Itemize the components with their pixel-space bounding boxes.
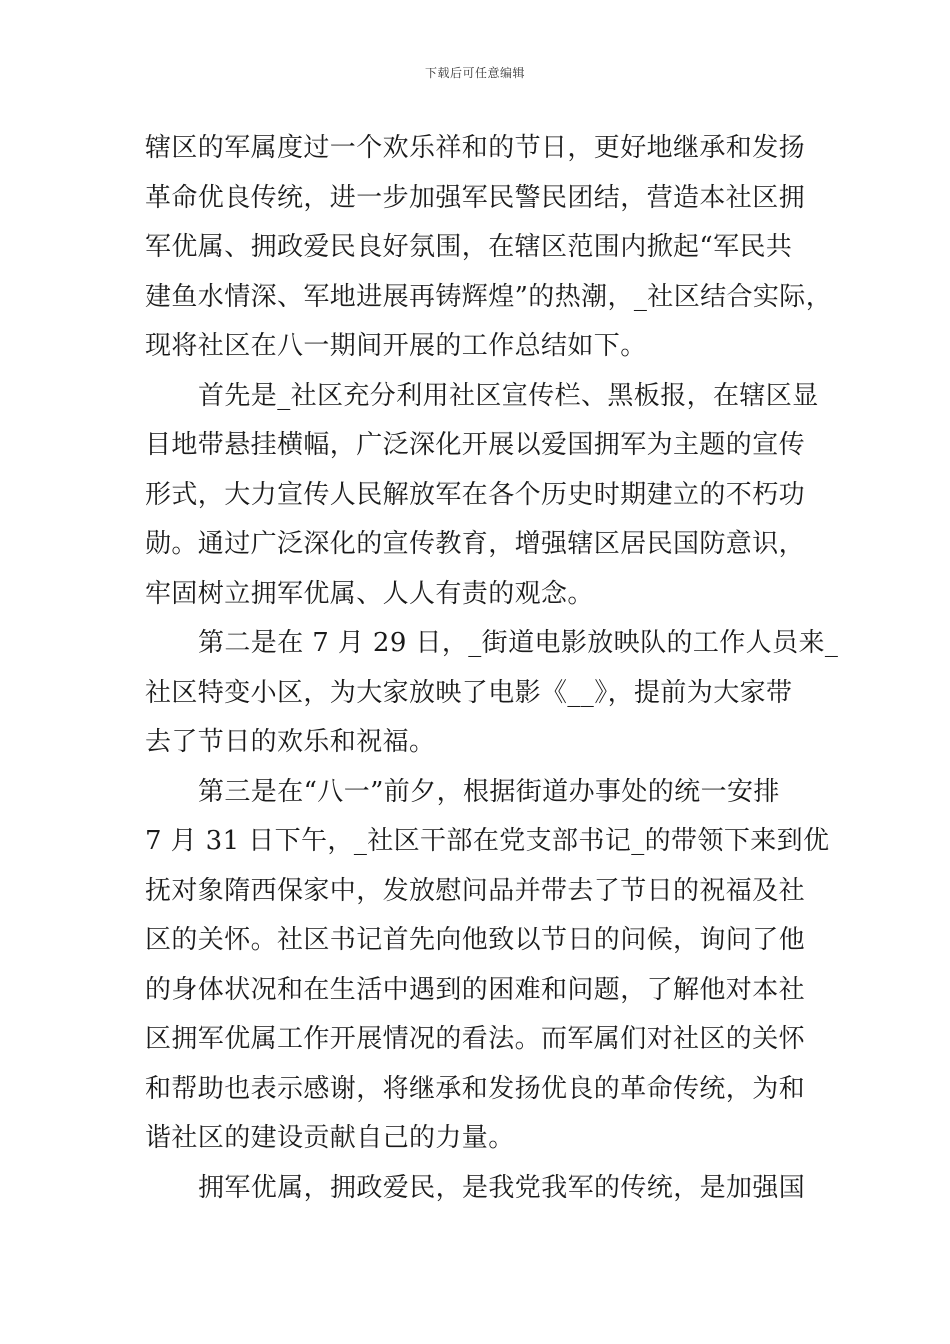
text-line: 去了节日的欢乐和祝福。 (145, 727, 436, 757)
text-line: 现将社区在八一期间开展的工作总结如下。 (145, 331, 647, 361)
text-line: 牢固树立拥军优属、人人有责的观念。 (145, 578, 594, 609)
text-line: 7 月 31 日下午，_社区干部在党支部书记_的带领下来到优 (145, 826, 830, 856)
text-line: 第三是在“八一”前夕，根据街道办事处的统一安排 (198, 776, 780, 807)
text-line: 区拥军优属工作开展情况的看法。而军属们对社区的关怀 (145, 1024, 806, 1054)
text-line: 抚对象隋西保家中，发放慰问品并带去了节日的祝福及社 (145, 875, 806, 906)
text-line: 军优属、拥政爱民良好氛围，在辖区范围内掀起“军民共 (145, 232, 793, 262)
text-line: 和帮助也表示感谢，将继承和发扬优良的革命传统，为和 (145, 1073, 806, 1104)
page-header: 下载后可任意编辑 (424, 66, 525, 80)
text-line: 勋。通过广泛深化的宣传教育，增强辖区居民国防意识， (145, 529, 806, 559)
text-line: 革命优良传统，进一步加强军民警民团结，营造本社区拥 (145, 182, 806, 213)
text-line: 第二是在 7 月 29 日，_街道电影放映队的工作人员来_ (198, 628, 839, 658)
text-line: 社区特变小区，为大家放映了电影《__》，提前为大家带 (145, 677, 793, 708)
text-line: 区的关怀。社区书记首先向他致以节日的问候，询问了他 (145, 925, 806, 955)
text-line: 拥军优属，拥政爱民，是我党我军的传统，是加强国 (198, 1172, 806, 1203)
text-line: 首先是_社区充分利用社区宣传栏、黑板报，在辖区显 (198, 380, 819, 411)
text-line: 谐社区的建设贡献自己的力量。 (145, 1123, 515, 1153)
text-line: 形式，大力宣传人民解放军在各个历史时期建立的不朽功 (145, 479, 806, 510)
text-line: 的身体状况和在生活中遇到的困难和问题，了解他对本社 (145, 974, 806, 1005)
text-line: 辖区的军属度过一个欢乐祥和的节日，更好地继承和发扬 (145, 133, 806, 163)
document-body (145, 124, 839, 1213)
text-line: 目地带悬挂横幅，广泛深化开展以爱国拥军为主题的宣传 (145, 430, 806, 460)
text-line: 建鱼水情深、军地进展再铸辉煌”的热潮，_社区结合实际， (145, 281, 833, 312)
